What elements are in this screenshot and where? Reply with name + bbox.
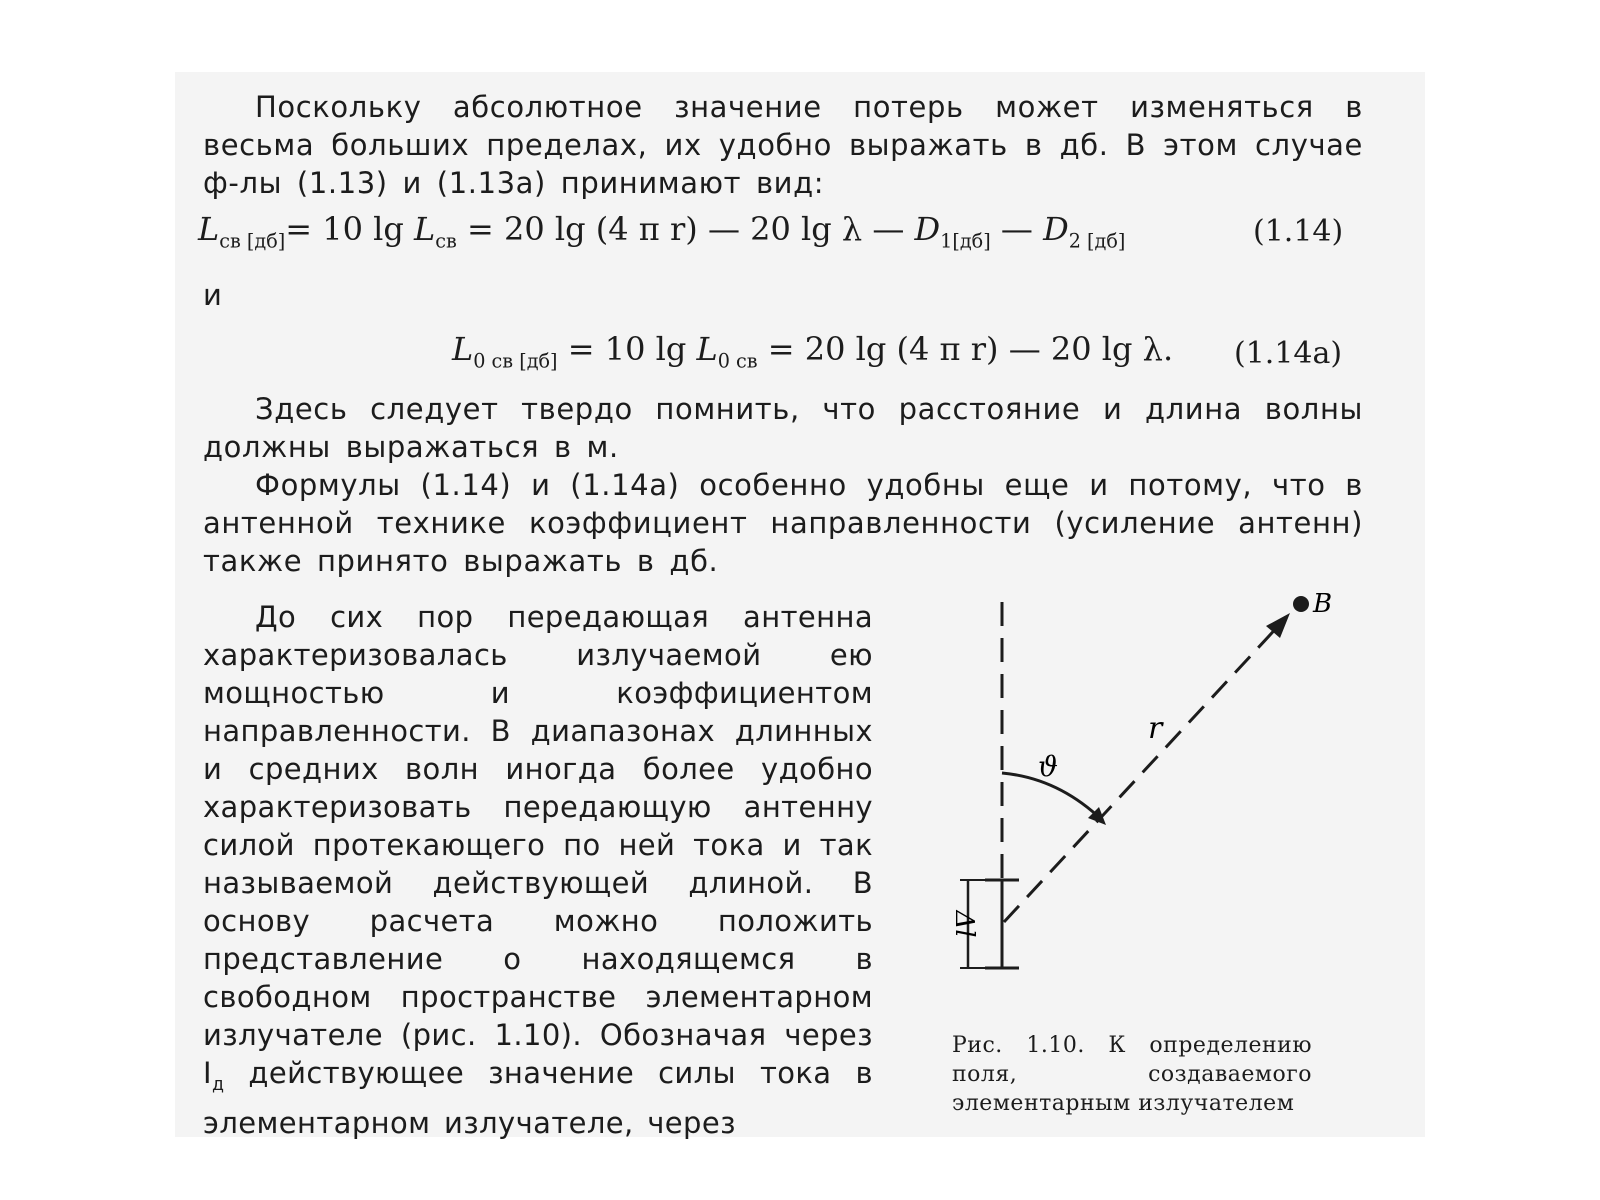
paragraph4-tail: действующее значение силы тока в элементарном излучателе, через (203, 1056, 873, 1140)
eq2-lhs-symbol: L (452, 330, 474, 368)
angle-label: ϑ (1038, 750, 1059, 783)
eq1-middle-sub: св (435, 229, 457, 253)
eq2-middle-symbol: L (696, 330, 718, 368)
eq2-middle: = 10 lg (557, 330, 697, 368)
point-b-label: B (1313, 589, 1333, 619)
equation-1-14a (452, 330, 1173, 372)
equation-number-1-14: (1.14) (1253, 214, 1344, 249)
eq1-d1-sub: 1[дб] (940, 229, 991, 253)
figure-caption: Рис. 1.10. К определению поля, создаваемого элементарным излучателем (952, 1033, 1312, 1116)
paragraph4-main: До сих пор передающая антенна характеризовалась излучаемой ею мощностью и коэффициентом направленности. В диапазонах длинных и средних волн иногда более удобно характеризовать передающую антенну силой протекающего по ней тока и так называемой действующей длиной. В основу расчета можно положить представление о находящемся в свободном пространстве элементарном излучателе (рис. 1.10). Обозначая через I (203, 600, 873, 1090)
current-subscript: д (211, 1074, 225, 1095)
paragraph-formulas-note: Формулы (1.14) и (1.14а) особенно удобны еще и потому, что в антенной технике коэффициент направленности (усиление антенн) также принято выражать в дб. (203, 468, 1363, 578)
equation-1-14 (198, 210, 1125, 252)
paragraph-intro: Поскольку абсолютное значение потерь может изменяться в весьма больших пределах, их удобно выражать в дб. В этом случае ф-лы (1.13) и (1.13а) принимают вид: (203, 90, 1363, 200)
eq1-lhs-symbol: L (198, 210, 220, 248)
point-b (1293, 596, 1309, 612)
eq1-d1: D (914, 210, 941, 248)
figure-1-10 (930, 580, 1370, 1020)
eq2-lhs-sub: 0 св [дб] (473, 349, 558, 373)
distance-label: r (1148, 711, 1163, 746)
eq1-d2-sub: 2 [дб] (1068, 229, 1126, 253)
eq1-d2: D (1043, 210, 1069, 248)
paragraph-units-note: Здесь следует твердо помнить, что расстояние и длина волны должны выражаться в м. (203, 392, 1363, 464)
eq2-rest: = 20 lg (4 π r) — 20 lg λ. (757, 330, 1174, 368)
eq2-middle-sub: 0 св (717, 349, 758, 373)
equation-number-1-14a: (1.14а) (1234, 336, 1343, 371)
eq1-middle: = 10 lg (285, 210, 415, 248)
eq1-lhs-sub: св [дб] (219, 229, 286, 253)
paragraph-elementary-radiator (203, 598, 873, 1142)
eq1-rest: = 20 lg (4 π r) — 20 lg λ — (456, 210, 915, 248)
eq1-dash: — (990, 210, 1044, 248)
eq1-middle-symbol: L (414, 210, 436, 248)
conjunction-text: и (203, 278, 223, 312)
length-label: Δl (949, 910, 979, 938)
